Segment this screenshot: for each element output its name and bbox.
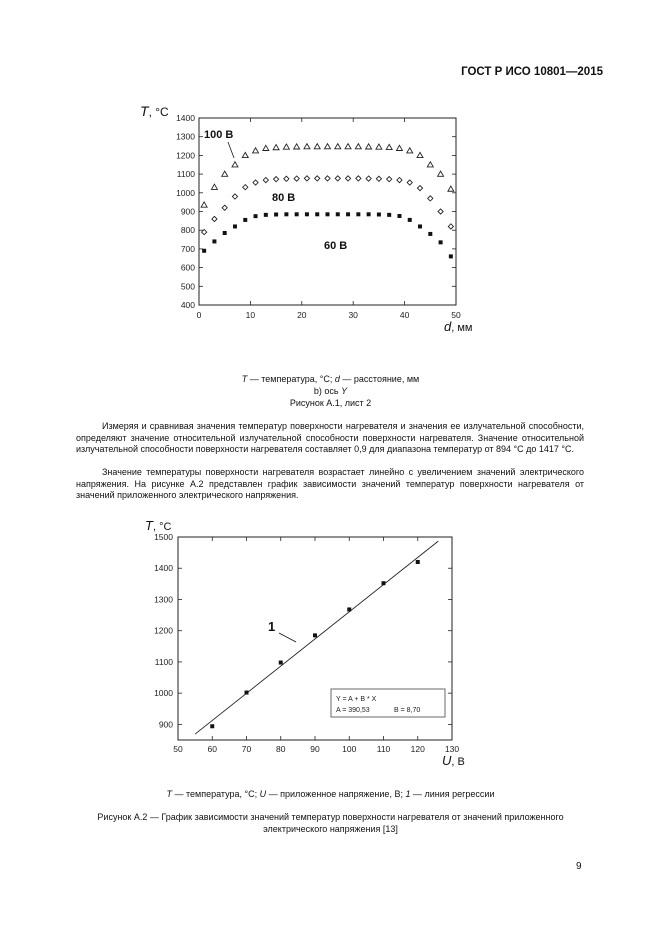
- figure1-point-3: [428, 232, 432, 236]
- figure2-chart: [0, 500, 661, 785]
- page-number: 9: [576, 861, 582, 872]
- figure1-point-2: [428, 196, 433, 201]
- figure2-stats-b: B = 8,70: [394, 707, 421, 714]
- figure1-series-label-1: 100 В: [204, 129, 234, 141]
- figure1-point-2: [407, 180, 412, 185]
- figure1-y-tick-label: 600: [180, 262, 195, 273]
- figure1-subcaption-axis: Y: [341, 386, 348, 396]
- figure1-point-2: [274, 177, 279, 182]
- figure1-x-tick-label: 20: [297, 310, 307, 320]
- figure1-point-1: [417, 152, 423, 157]
- body-paragraph-1: Измеряя и сравнивая значения температур поверхности нагревателя и значения ее излучательной способности, определяют значение относительной излучательной способности поверхности нагревателя. Значение относительной излучательной способности поверхности нагревателя составляет 0,9 для диапазона температур от 894 °C до 1417 °C.: [76, 421, 584, 455]
- figure2-caption-line1: Рисунок А.2 — График зависимости значений температур поверхности нагревателя от значений приложенного: [97, 812, 564, 822]
- figure1-point-2: [397, 177, 402, 182]
- figure1-point-2: [417, 186, 422, 191]
- figure2-x-tick-label: 70: [241, 744, 252, 754]
- figure1-point-1: [314, 144, 320, 149]
- figure2-caption-line2: электрического напряжения [13]: [263, 824, 398, 834]
- figure1-axes-frame: [199, 118, 456, 305]
- figure1-series-label-3: 60 В: [324, 240, 348, 252]
- figure1-x-axis-unit: , мм: [451, 322, 473, 334]
- figure2-x-tick-label: 110: [376, 744, 391, 754]
- figure1-legend: [0, 373, 661, 385]
- figure1-point-2: [448, 224, 453, 229]
- figure1-point-1: [222, 171, 228, 176]
- figure2-point: [279, 661, 283, 665]
- figure2-x-tick-label: 100: [342, 744, 357, 754]
- figure1-y-tick-label: 400: [180, 300, 195, 310]
- figure2-x-axis-symbol: U: [442, 753, 452, 768]
- figure1-point-2: [438, 209, 443, 214]
- figure1-point-1: [253, 148, 259, 153]
- figure2-x-tick-label: 80: [276, 744, 286, 754]
- figure2-regression-label: 1: [268, 619, 276, 634]
- figure1-point-3: [439, 240, 443, 244]
- figure1-x-tick-label: 50: [451, 310, 461, 320]
- figure2-x-tick-label: 120: [410, 744, 425, 754]
- figure1-x-axis-label: [444, 319, 472, 334]
- figure1-point-1: [376, 144, 382, 149]
- figure1-point-3: [274, 212, 278, 216]
- figure2-stats-a: A = 390,53: [336, 707, 370, 714]
- figure1-point-1: [232, 162, 238, 167]
- figure1-point-2: [356, 176, 361, 181]
- figure1-y-tick-label: 1100: [176, 169, 195, 180]
- figure1-point-1: [211, 184, 217, 189]
- figure2-x-axis-unit: , В: [451, 756, 465, 768]
- figure1-point-3: [387, 213, 391, 217]
- figure1-point-3: [326, 212, 330, 216]
- figure1-point-1: [366, 144, 372, 149]
- figure2-x-tick-label: 50: [173, 744, 183, 754]
- figure1-point-2: [253, 180, 258, 185]
- figure1-point-3: [202, 249, 206, 253]
- figure1-point-3: [295, 212, 299, 216]
- figure1-y-axis-symbol: T: [140, 103, 149, 119]
- figure1-point-2: [304, 176, 309, 181]
- figure2-y-tick-label: 1500: [154, 532, 173, 542]
- figure2-y-tick-label: 1300: [154, 594, 173, 605]
- figure1-y-tick-label: 800: [180, 225, 195, 236]
- figure1-y-tick-label: 1400: [176, 113, 195, 123]
- figure1-y-tick-label: 500: [180, 281, 195, 292]
- figure2-legend-u-desc: — приложенное напряжение, В;: [266, 789, 406, 799]
- figure2-y-tick-label: 1000: [154, 688, 173, 699]
- figure1-legend-t: T: [241, 374, 248, 384]
- figure1-point-1: [304, 144, 310, 149]
- figure1-legend-d: d: [334, 374, 340, 384]
- figure2-y-axis-unit: , °C: [152, 521, 172, 533]
- figure1-point-1: [345, 144, 351, 149]
- figure1-point-1: [242, 152, 248, 157]
- figure1-point-1: [438, 171, 444, 176]
- figure1-point-2: [376, 176, 381, 181]
- figure1-point-1: [407, 148, 413, 153]
- figure1-point-2: [335, 176, 340, 181]
- figure1-point-3: [397, 214, 401, 218]
- figure1-point-2: [284, 176, 289, 181]
- figure2-plot: [145, 518, 465, 768]
- figure2-point: [382, 581, 386, 585]
- figure2-point: [416, 560, 420, 564]
- figure1-y-tick-label: 1300: [176, 131, 195, 142]
- figure1-point-1: [396, 145, 402, 150]
- figure1-y-axis-label: [140, 103, 169, 119]
- figure1-y-tick-label: 900: [180, 206, 195, 217]
- body-paragraph-2: Значение температуры поверхности нагревателя возрастает линейно с увеличением значений электрического напряжения. На рисунке А.2 представлен график зависимости значений температур поверхности нагревателя от значений приложенного электрического напряжения.: [76, 467, 584, 501]
- figure1-point-3: [264, 213, 268, 217]
- figure2-point: [210, 724, 214, 728]
- figure1-point-1: [294, 144, 300, 149]
- figure1-point-3: [367, 212, 371, 216]
- figure2-x-tick-label: 130: [444, 744, 460, 754]
- figure1-point-2: [294, 176, 299, 181]
- figure2-x-axis-label: [442, 753, 465, 768]
- figure1-point-3: [418, 224, 422, 228]
- figure1-subcaption-text: b) ось: [313, 386, 342, 396]
- figure1-point-1: [427, 162, 433, 167]
- figure1-point-3: [223, 231, 227, 235]
- figure1-point-2: [315, 176, 320, 181]
- figure1-point-1: [283, 144, 289, 149]
- figure2-x-tick-label: 90: [310, 744, 320, 754]
- figure1-subcaption: [0, 385, 661, 397]
- figure1-chart: [0, 0, 661, 360]
- figure1-y-axis-unit: , °C: [148, 105, 169, 119]
- figure2-point: [245, 691, 249, 695]
- figure1-point-2: [222, 205, 227, 210]
- figure1-point-3: [377, 212, 381, 216]
- figure1-point-1: [335, 144, 341, 149]
- figure2-legend-1: 1: [405, 789, 411, 799]
- figure2-y-axis-label: [145, 518, 171, 533]
- figure1-point-3: [243, 218, 247, 222]
- figure1-point-2: [366, 176, 371, 181]
- figure1-caption: Рисунок А.1, лист 2: [289, 398, 372, 408]
- figure1-point-2: [325, 176, 330, 181]
- figure1-point-3: [254, 214, 258, 218]
- figure1-x-axis-symbol: d: [444, 319, 452, 334]
- figure1-point-2: [212, 216, 217, 221]
- figure1-y-tick-label: 1200: [176, 150, 195, 161]
- figure2-y-axis-symbol: T: [145, 518, 153, 533]
- figure2-x-tick-label: 60: [207, 744, 217, 754]
- figure1-point-1: [355, 144, 361, 149]
- figure2-legend-t-desc: — температура, °C;: [172, 789, 260, 799]
- figure2-point: [313, 633, 317, 637]
- figure1-point-2: [243, 185, 248, 190]
- figure1-point-3: [408, 218, 412, 222]
- figure2-legend-1-desc: — линия регрессии: [410, 789, 495, 799]
- figure2-legend-t: T: [166, 789, 172, 799]
- figure1-legend-t-desc: — температура, °C;: [247, 374, 335, 384]
- figure1-legend-d-desc: — расстояние, мм: [339, 374, 420, 384]
- figure1-plot: [140, 103, 472, 334]
- figure1-point-3: [449, 254, 453, 258]
- figure1-point-3: [233, 224, 237, 228]
- figure1-point-1: [386, 144, 392, 149]
- figure1-point-3: [284, 212, 288, 216]
- figure1-x-tick-label: 0: [196, 310, 202, 320]
- figure1-point-3: [356, 212, 360, 216]
- figure1-point-3: [315, 212, 319, 216]
- figure1-point-1: [325, 144, 331, 149]
- figure2-y-tick-label: 1100: [154, 656, 173, 667]
- figure2-legend-u: U: [259, 789, 267, 799]
- figure2-y-tick-label: 900: [158, 719, 173, 730]
- figure1-point-2: [263, 177, 268, 182]
- figure2-regression-pointer: [279, 633, 296, 642]
- figure1-point-3: [305, 212, 309, 216]
- figure1-point-3: [212, 239, 216, 243]
- figure2-y-tick-label: 1400: [154, 563, 173, 574]
- figure1-point-1: [263, 145, 269, 150]
- figure1-point-2: [345, 176, 350, 181]
- figure2-point: [347, 607, 351, 611]
- figure1-point-3: [346, 212, 350, 216]
- figure1-x-tick-label: 10: [245, 310, 256, 320]
- figure1-point-3: [336, 212, 340, 216]
- figure1-point-2: [387, 177, 392, 182]
- figure1-point-1: [273, 145, 279, 150]
- figure1-x-tick-label: 40: [399, 310, 410, 320]
- figure1-point-1: [201, 202, 207, 207]
- figure1-series-label-2: 80 В: [272, 192, 296, 204]
- figure2-legend: [0, 788, 661, 800]
- figure1-y-tick-label: 1000: [176, 187, 195, 198]
- figure1-point-2: [232, 194, 237, 199]
- document-header: ГОСТ Р ИСО 10801—2015: [461, 66, 603, 78]
- figure1-x-tick-label: 30: [348, 310, 358, 320]
- figure2-y-tick-label: 1200: [154, 625, 173, 636]
- figure1-y-tick-label: 700: [180, 243, 195, 254]
- figure2-stats-formula: Y = A + B * X: [336, 696, 377, 703]
- figure1-point-1: [448, 186, 454, 191]
- figure1-label-pointer: [228, 142, 234, 158]
